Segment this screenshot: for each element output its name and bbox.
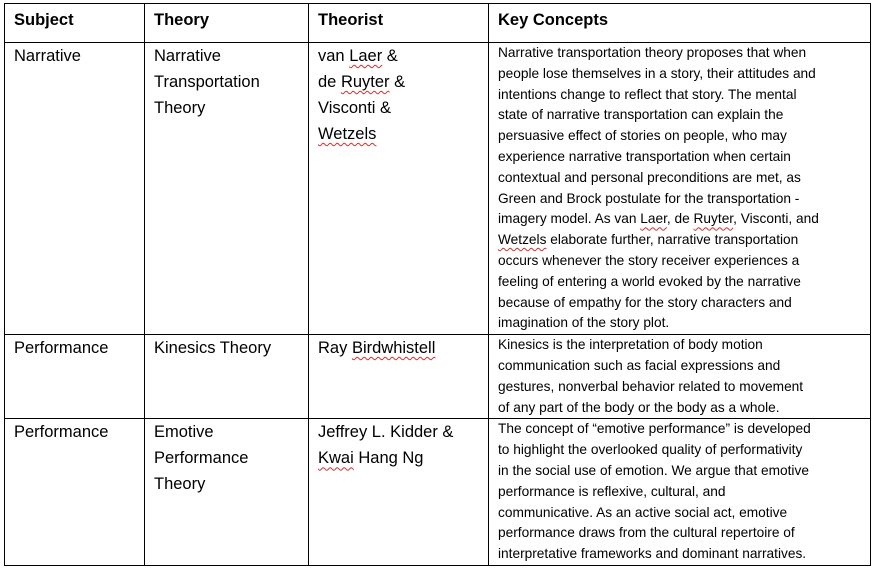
theory-line: Theory — [154, 475, 206, 494]
subject-cell[interactable] — [5, 419, 145, 566]
theory-line: Emotive — [154, 423, 214, 442]
concept-line: in the social use of emotion. We argue that emotive — [498, 462, 809, 478]
theory-line: Theory — [154, 99, 206, 117]
concept-line: persuasive effect of stories on people, who may — [498, 128, 787, 144]
theory-table — [4, 3, 871, 566]
concept-line: The concept of “emotive performance” is developed — [498, 421, 811, 437]
theorist-line: Visconti & — [318, 99, 392, 117]
concept-line: communicative. As an active social act, emotive — [498, 504, 788, 520]
concept-line: Green and Brock postulate for the transportation - — [498, 190, 800, 206]
theory-line: Kinesics Theory — [154, 339, 272, 358]
theorist-cell[interactable] — [309, 335, 489, 419]
concept-line: feeling of entering a world evoked by the narrative — [498, 273, 801, 289]
concept-line: Wetzels elaborate further, narrative transportation — [498, 232, 799, 248]
concept-line: gestures, nonverbal behavior related to movement — [498, 378, 804, 394]
theorist-line: Wetzels — [318, 125, 377, 143]
theory-cell[interactable] — [145, 43, 309, 335]
theory-line: Narrative — [154, 47, 221, 65]
table-row — [5, 419, 871, 566]
subject-cell[interactable] — [5, 335, 145, 419]
concept-line: intentions change to reflect that story. The mental — [498, 86, 797, 102]
theorist-cell[interactable] — [309, 43, 489, 335]
header-theorist[interactable]: Theorist — [309, 4, 489, 43]
header-row — [5, 4, 871, 43]
subject-cell[interactable] — [5, 43, 145, 335]
concept-line: Kinesics is the interpretation of body motion — [498, 337, 763, 353]
header-theory[interactable]: Theory — [145, 4, 309, 43]
concept-line: occurs whenever the story receiver experiences a — [498, 252, 800, 268]
key-concepts-cell[interactable] — [489, 335, 871, 419]
concept-line: Narrative transportation theory proposes that when — [498, 45, 807, 60]
table-row — [5, 335, 871, 419]
concept-line: imagination of the story plot. — [498, 315, 670, 331]
theory-line: Performance — [154, 449, 249, 468]
header-subject[interactable]: Subject — [5, 4, 145, 43]
subject-text: Performance — [14, 423, 109, 442]
theorist-line: van Laer & — [318, 47, 398, 65]
concept-line: communication such as facial expressions and — [498, 357, 781, 373]
concept-line: experience narrative transportation when certain — [498, 148, 791, 164]
concept-line: contextual and personal preconditions are met, as — [498, 169, 801, 185]
theorist-line: de Ruyter & — [318, 73, 406, 91]
concept-line: imagery model. As van Laer, de Ruyter, Visconti, and — [498, 211, 819, 227]
theorist-line: Ray Birdwhistell — [318, 339, 436, 358]
subject-text: Narrative — [14, 47, 81, 65]
theory-cell[interactable] — [145, 335, 309, 419]
theory-line: Transportation — [154, 73, 260, 91]
concept-line: to highlight the overlooked quality of performativity — [498, 442, 803, 458]
theorist-line: Jeffrey L. Kidder & — [318, 423, 454, 442]
header-key-concepts[interactable]: Key Concepts — [489, 4, 871, 43]
concept-line: state of narrative transportation can explain the — [498, 107, 784, 123]
concept-line: performance draws from the cultural repertoire of — [498, 525, 795, 541]
theory-cell[interactable] — [145, 419, 309, 566]
concept-line: performance is reflexive, cultural, and — [498, 483, 726, 499]
concept-line: of any part of the body or the body as a whole. — [498, 399, 780, 415]
key-concepts-cell[interactable] — [489, 43, 871, 335]
theorist-cell[interactable] — [309, 419, 489, 566]
concept-line: interpretative frameworks and dominant narratives. — [498, 546, 807, 562]
concept-line: because of empathy for the story characters and — [498, 294, 792, 310]
concept-line: people lose themselves in a story, their attitudes and — [498, 65, 816, 81]
table-row — [5, 43, 871, 335]
key-concepts-cell[interactable] — [489, 419, 871, 566]
subject-text: Performance — [14, 339, 109, 358]
theorist-line: Kwai Hang Ng — [318, 449, 424, 468]
